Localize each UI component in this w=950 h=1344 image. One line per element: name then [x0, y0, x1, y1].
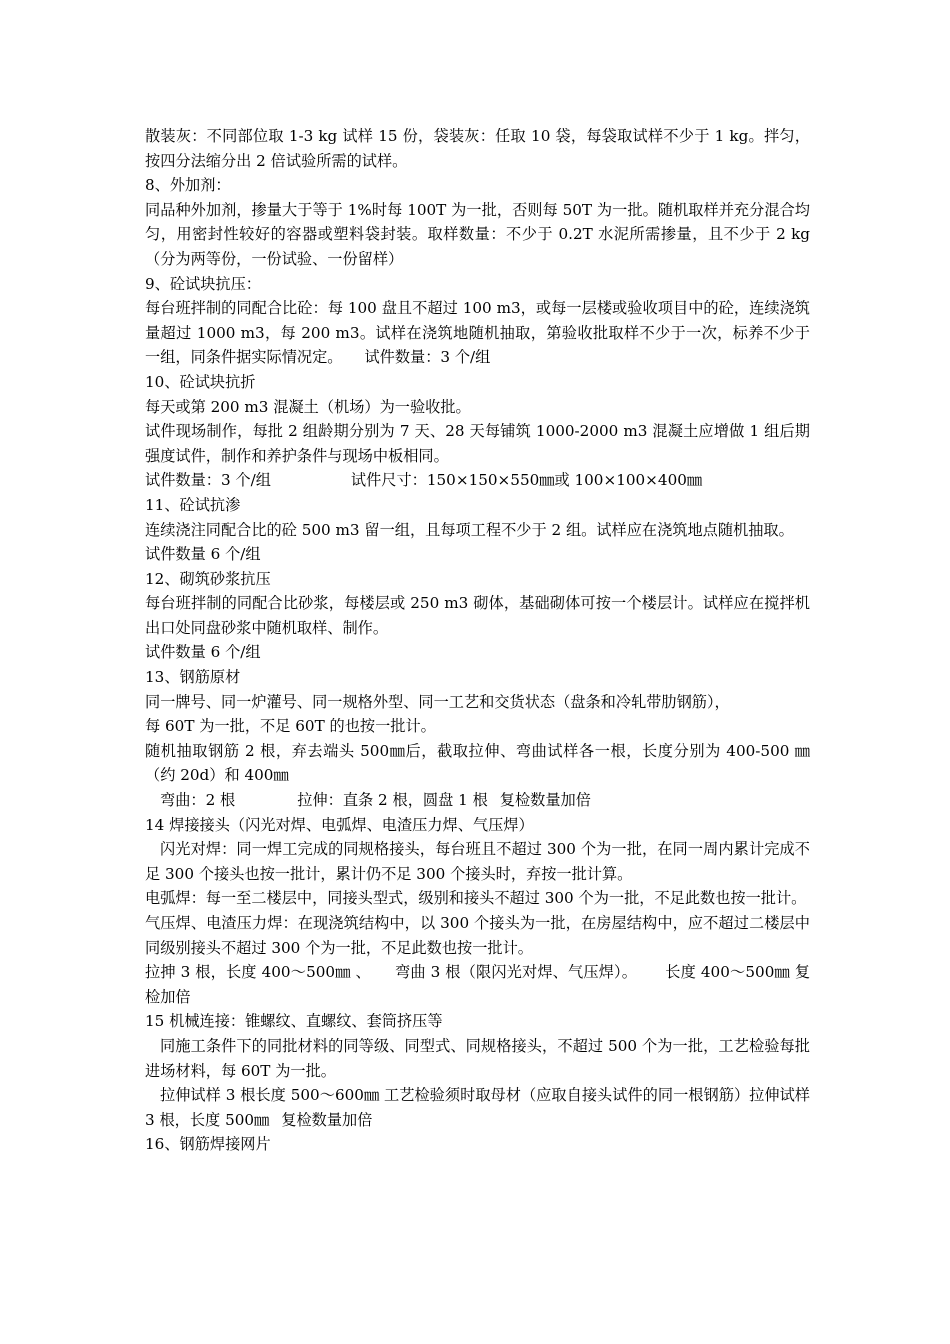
heading-welded-joints: 14 焊接接头（闪光对焊、电弧焊、电渣压力焊、气压焊） [145, 815, 534, 834]
paragraph-admixture: 同品种外加剂，掺量大于等于 1%时每 100T 为一批，否则每 50T 为一批。随机取样并充分混合均匀，用密封性较好的容器或塑料袋封装。取样数量：不少于 0.2T 水泥所需掺量，且不少于 2 kg（分为两等份，一份试验、一份留样） [145, 200, 810, 268]
paragraph-rebar-criteria: 同一牌号、同一炉灌号、同一规格外型、同一工艺和交货状态（盘条和冷轧带肋钢筋）， [145, 692, 730, 711]
weld-bend-count: 弯曲 3 根（限闪光对焊、气压焊）。 [394, 963, 638, 982]
heading-welded-mesh: 16、钢筋焊接网片 [145, 1135, 271, 1154]
mechanical-tensile: 拉伸试样 3 根长度 500～600㎜ 工艺检验须时取母材（应取自接头试件的同一根钢筋）拉伸试样 3 根，长度 500㎜ [145, 1086, 810, 1129]
paragraph-weld-specimens [145, 960, 810, 1009]
paragraph-rebar-batch: 每 60T 为一批，不足 60T 的也按一批计。 [145, 717, 436, 736]
paragraph-mechanical-specimens [145, 1083, 810, 1132]
paragraph-impermeability-count: 试件数量 6 个/组 [145, 545, 261, 564]
heading-concrete-compression: 9、砼试块抗压： [145, 274, 261, 293]
concrete-compression-count: 试件数量：3 个/组 [364, 348, 491, 367]
weld-length-retest: 长度 400～500㎜ 复检加倍 [145, 963, 811, 1006]
rebar-bend-count: 弯曲：2 根 [160, 791, 236, 810]
paragraph-mechanical-batch: 同施工条件下的同批材料的同等级、同型式、同规格接头，不超过 500 个为一批，工艺检验每批进场材料，每 60T 为一批。 [145, 1036, 810, 1080]
heading-mechanical-connection: 15 机械连接：锥螺纹、直螺纹、套筒挤压等 [145, 1012, 443, 1031]
flexural-size: 试件尺寸：150×150×550㎜或 100×100×400㎜ [350, 471, 703, 490]
mechanical-retest: 复检数量加倍 [281, 1110, 373, 1129]
paragraph-concrete-compression [145, 296, 810, 370]
paragraph-flexural-production: 试件现场制作，每批 2 组龄期分别为 7 天、28 天每铺筑 1000-2000 m3 混凝土应增做 1 组后期强度试件，制作和养护条件与现场中板相同。 [145, 422, 810, 465]
heading-concrete-impermeability: 11、砼试抗渗 [145, 495, 241, 514]
heading-concrete-flexural: 10、砼试块抗折 [145, 372, 256, 391]
paragraph-rebar-sampling: 随机抽取钢筋 2 根，弃去端头 500㎜后，截取拉伸、弯曲试样各一根，长度分别为 400-500 ㎜（约 20d）和 400㎜ [145, 741, 810, 785]
paragraph-flexural-specimens [145, 468, 810, 493]
document-page [145, 124, 810, 1157]
weld-tensile-count: 拉抻 3 根，长度 400～500㎜ 、 [145, 963, 371, 982]
flexural-count: 试件数量：3 个/组 [145, 471, 271, 490]
paragraph-rebar-counts [145, 788, 810, 813]
paragraph-mortar-count: 试件数量 6 个/组 [145, 643, 261, 662]
paragraph-arc-welding: 电弧焊：每一至二楼层中，同接头型式，级别和接头不超过 300 个为一批，不足此数也按一批计。 [145, 889, 807, 908]
paragraph-flash-butt-welding: 闪光对焊：同一焊工完成的同规格接头，每台班且不超过 300 个为一批，在同一周内累计完成不足 300 个接头也按一批计，累计仍不足 300 个接头时，弃按一批计算。 [145, 840, 810, 883]
paragraph-flexural-batch: 每天或第 200 m3 混凝土（机场）为一验收批。 [145, 397, 471, 416]
rebar-retest: 复检数量加倍 [499, 791, 591, 810]
paragraph-mortar-rule: 每台班拌制的同配合比砂浆，每楼层或 250 m3 砌体，基础砌体可按一个楼层计。试样应在搅拌机出口处同盘砂浆中随机取样、制作。 [145, 594, 810, 637]
concrete-compression-rule: 每台班拌制的同配合比砼：每 100 盘且不超过 100 m3，或每一层楼或验收项目中的砼，连续浇筑量超过 1000 m3，每 200 m3。试样在浇筑地随机抽取，第验收批取样不少于一次，标养不少于一组，同条件据实际情况定。 [145, 299, 810, 367]
paragraph-impermeability-rule: 连续浇注同配合比的砼 500 m3 留一组，且每项工程不少于 2 组。试样应在浇筑地点随机抽取。 [145, 520, 794, 539]
paragraph-gas-pressure-welding: 气压焊、电渣压力焊：在现浇筑结构中，以 300 个接头为一批，在房屋结构中，应不超过二楼层中同级别接头不超过 300 个为一批，不足此数也按一批计。 [145, 914, 810, 957]
heading-admixture: 8、外加剂： [145, 176, 231, 195]
heading-mortar-compression: 12、砌筑砂浆抗压 [145, 569, 271, 588]
rebar-tensile-count: 拉伸：直条 2 根，圆盘 1 根 [297, 791, 488, 810]
heading-rebar-raw: 13、钢筋原材 [145, 668, 241, 687]
paragraph-lime-sampling: 散装灰：不同部位取 1-3 kg 试样 15 份，袋装灰：任取 10 袋，每袋取试样不少于 1 kg。拌匀，按四分法缩分出 2 倍试验所需的试样。 [145, 127, 810, 170]
